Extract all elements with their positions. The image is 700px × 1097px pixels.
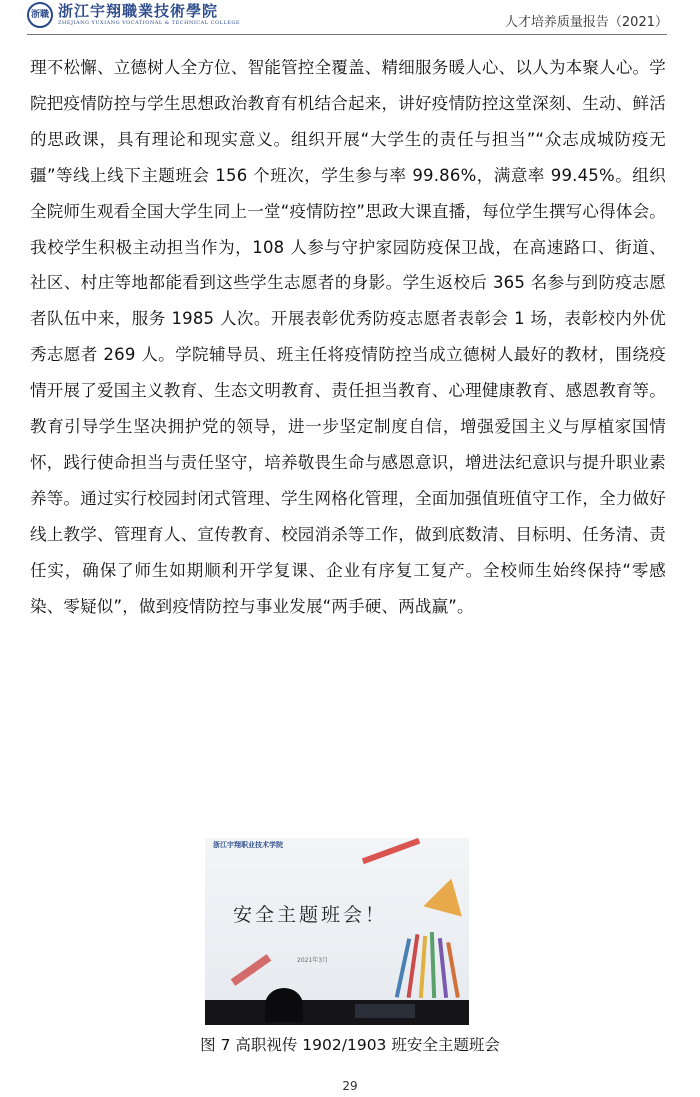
body-paragraph: 理不松懈、立德树人全方位、智能管控全覆盖、精细服务暖人心、以人为本聚人心。学院把疫情防控与学生思想政治教育有机结合起来，讲好疫情防控这堂深刻、生动、鲜活的思政课，具有理论和现实意义。组织开展“大学生的责任与担当”“众志成城防疫无疆”等线上线下主题班会 156 个班次，学生参与率 99.86%，满意率 99.45%。组织全院师生观看全国大学生同上一堂“疫情防控”思政大课直播，每位学生撰写心得体会。我校学生积极主动担当作为，108 人参与守护家园防疫保卫战，在高速路口、街道、社区、村庄等地都能看到这些学生志愿者的身影。学生返校后 365 名参与到防疫志愿者队伍中来，服务 1985 人次。开展表彰优秀防疫志愿者表彰会 1 场，表彰校内外优秀志愿者 269 人。学院辅导员、班主任将疫情防控当成立德树人最好的教材，围绕疫情开展了爱国主义教育、生态文明教育、责任担当教育、心理健康教育、感恩教育等。教育引导学生坚决拥护党的领导，进一步坚定制度自信，增强爱国主义与厚植家国情怀，践行使命担当与责任坚守，培养敬畏生命与感恩意识，增进法纪意识与提升职业素养等。通过实行校园封闭式管理、学生网格化管理，全面加强值班值守工作，全力做好线上教学、管理育人、宣传教育、校园消杀等工作，做到底数清、目标明、任务清、责任实，确保了师生如期顺利开学复课、企业有序复工复产。全校师生始终保持“零感染、零疑似”，做到疫情防控与事业发展“两手硬、两战赢”。: [30, 58, 666, 616]
screen-title: 安全主题班会！: [233, 904, 388, 926]
class-meeting-photo: [205, 838, 469, 1025]
figure-caption: 图 7 高职视传 1902/1903 班安全主题班会: [200, 1036, 500, 1054]
pencil-decoration: [446, 942, 460, 998]
header-divider: [27, 34, 667, 35]
page-number: 29: [342, 1079, 358, 1093]
college-logo-icon: 浙職: [27, 2, 53, 28]
college-name-english: ZHEJIANG YUXIANG VOCATIONAL & TECHNICAL COLLEGE: [58, 20, 241, 26]
college-name: 浙江宇翔職業技術學院: [58, 2, 219, 20]
page-header: [0, 0, 700, 36]
pencil-decoration: [430, 932, 436, 998]
triangle-ruler-decoration: [423, 873, 469, 916]
report-title: 人才培养质量报告（2021）: [504, 15, 668, 30]
pencil-decoration: [419, 936, 427, 998]
projection-screen: [205, 838, 469, 1000]
screen-banner: 浙江宇翔职业技术学院: [213, 841, 283, 849]
audience-foreground: [205, 1000, 469, 1025]
ruler-decoration: [231, 954, 272, 986]
paintbrush-decoration: [362, 838, 420, 864]
screen-date: 2021年3月: [297, 957, 329, 964]
desk-monitor: [355, 1004, 415, 1018]
student-head-silhouette: [265, 988, 303, 1022]
